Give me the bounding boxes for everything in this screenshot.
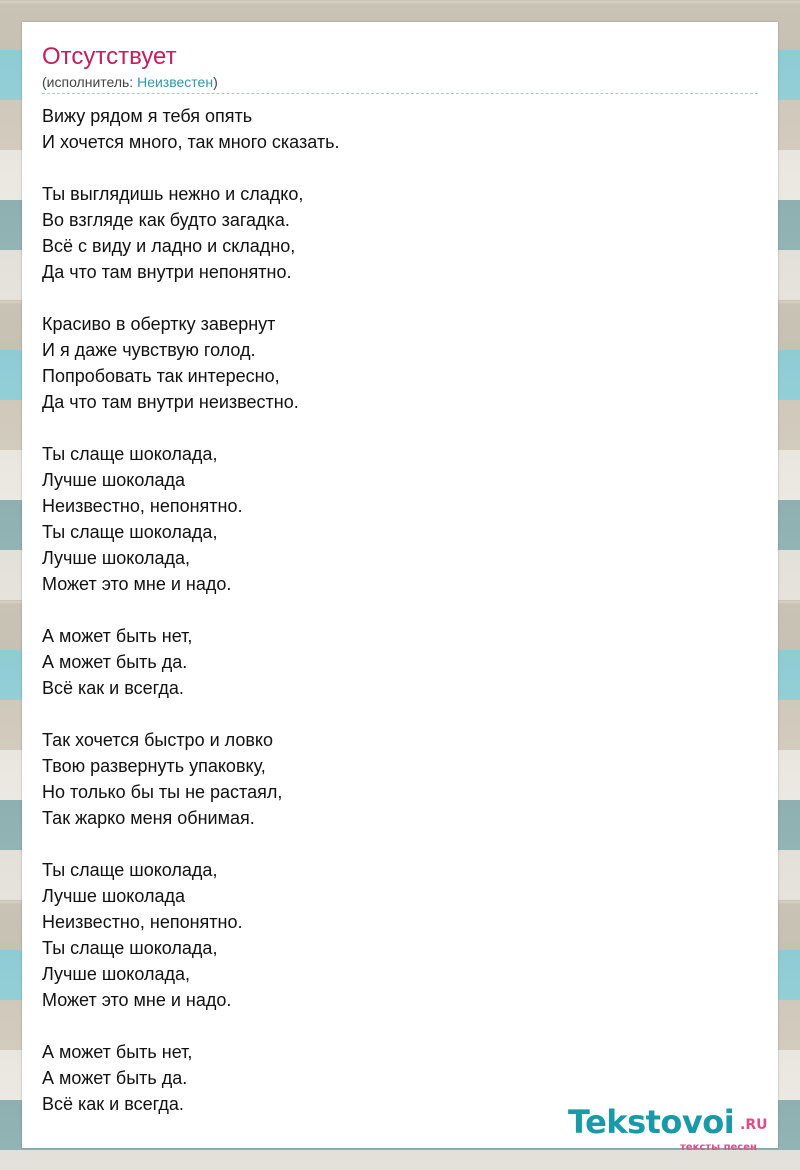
lyrics-line: Вижу рядом я тебя опять xyxy=(42,106,253,126)
lyrics-line: Да что там внутри неизвестно. xyxy=(42,392,299,412)
lyrics-line: Всё как и всегда. xyxy=(42,678,184,698)
lyrics-line: Лучше шоколада, xyxy=(42,548,191,568)
lyrics-line: Может это мне и надо. xyxy=(42,574,232,594)
lyrics-line: Так хочется быстро и ловко xyxy=(42,730,274,750)
lyrics-line: А может быть да. xyxy=(42,1068,188,1088)
performer-line xyxy=(42,74,218,90)
lyrics-line: Всё с виду и ладно и складно, xyxy=(42,236,296,256)
lyrics-stanza xyxy=(42,311,742,415)
lyrics-line: Но только бы ты не растаял, xyxy=(42,782,283,802)
lyrics-line: Может это мне и надо. xyxy=(42,990,232,1010)
lyrics-line: Всё как и всегда. xyxy=(42,1094,184,1114)
lyrics-line: Ты слаще шоколада, xyxy=(42,860,218,880)
lyrics-line: Ты выглядишь нежно и сладко, xyxy=(42,184,304,204)
lyrics-line: Неизвестно, непонятно. xyxy=(42,912,243,932)
lyrics-line: Попробовать так интересно, xyxy=(42,366,280,386)
lyrics-stanza xyxy=(42,441,742,597)
lyrics-line: Так жарко меня обнимая. xyxy=(42,808,255,828)
lyrics-line: А может быть нет, xyxy=(42,1042,193,1062)
lyrics-line: А может быть да. xyxy=(42,652,188,672)
lyrics-line: А может быть нет, xyxy=(42,626,193,646)
logo-domain: .RU xyxy=(740,1117,768,1133)
header-divider xyxy=(42,93,758,94)
lyrics-line: Во взгляде как будто загадка. xyxy=(42,210,290,230)
performer-link[interactable]: Неизвестен xyxy=(137,74,214,90)
song-title: Отсутствует xyxy=(42,43,177,70)
lyrics-stanza xyxy=(42,727,742,831)
lyrics-stanza xyxy=(42,103,742,155)
lyrics-line: Да что там внутри непонятно. xyxy=(42,262,292,282)
lyrics-stanza xyxy=(42,623,742,701)
lyrics-line: Красиво в обертку завернут xyxy=(42,314,276,334)
lyrics-line: Лучше шоколада xyxy=(42,470,186,490)
lyrics-line: И хочется много, так много сказать. xyxy=(42,132,340,152)
lyrics-line: Ты слаще шоколада, xyxy=(42,938,218,958)
lyrics-stanza xyxy=(42,857,742,1013)
lyrics-line: Твою развернуть упаковку, xyxy=(42,756,266,776)
performer-suffix: ) xyxy=(213,74,218,90)
site-logo[interactable] xyxy=(568,1103,778,1151)
logo-wordmark: Tekstovoi xyxy=(568,1103,735,1141)
lyrics-text xyxy=(42,103,742,1143)
lyrics-stanza xyxy=(42,181,742,285)
lyrics-line: Лучше шоколада, xyxy=(42,964,191,984)
lyrics-line: Неизвестно, непонятно. xyxy=(42,496,243,516)
lyrics-line: Ты слаще шоколада, xyxy=(42,444,218,464)
performer-prefix: (исполнитель: xyxy=(42,74,138,90)
lyrics-line: И я даже чувствую голод. xyxy=(42,340,256,360)
lyrics-line: Ты слаще шоколада, xyxy=(42,522,218,542)
lyrics-card xyxy=(22,22,778,1153)
lyrics-line: Лучше шоколада xyxy=(42,886,186,906)
logo-tagline: тексты песен xyxy=(680,1142,757,1153)
